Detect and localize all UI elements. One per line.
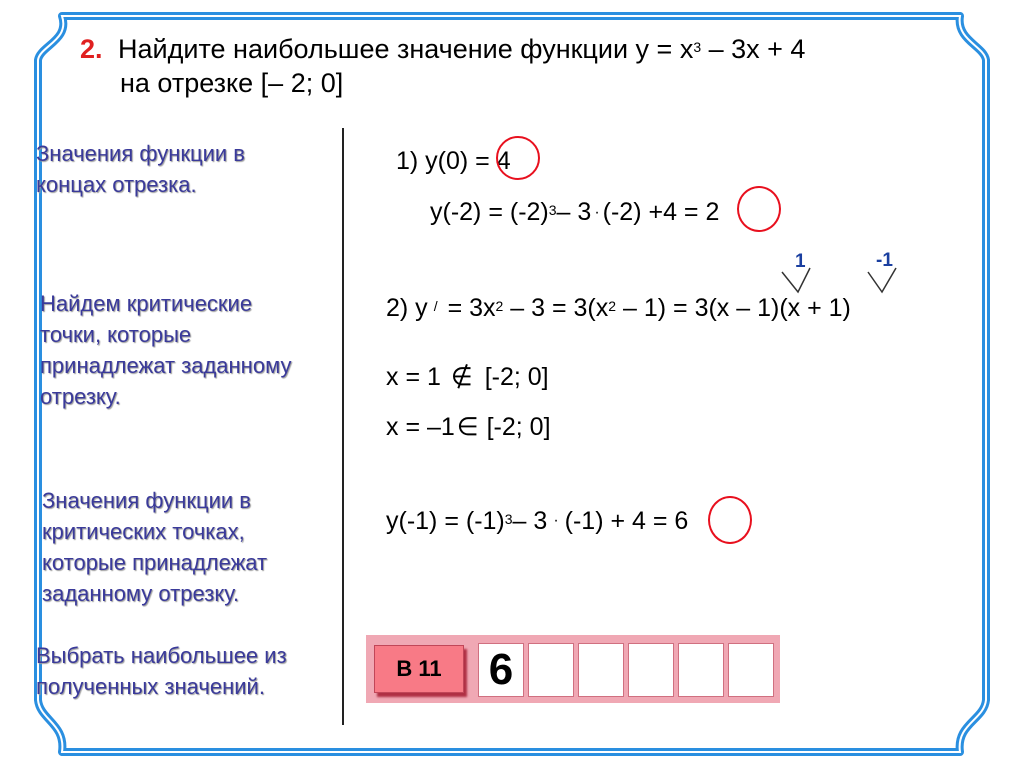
step-derivative: 2) y $^/ = 3x^2 - 3 = 3(x^2 - 1) = 3(x - 1)(x + 1)$: [386, 294, 851, 322]
column-divider: [342, 128, 344, 725]
step-y-minus2: $y(-2) = (-2)^3-$ 3 · (-2) +4 = 2: [430, 198, 720, 226]
answer-box: [366, 635, 780, 703]
root-x1-not-in-interval: x = 1 ∉ [-2; 0]: [386, 363, 549, 391]
step-y-minus1: $y(-1) = (-1)^3-$ 3 · (-1) + 4 = 6: [386, 507, 689, 535]
answer-cell-1[interactable]: 6: [478, 643, 524, 697]
root-mark-one: 1: [795, 251, 806, 272]
root-x2-in-interval: x = –1∈ [-2; 0]: [386, 413, 551, 441]
root-mark-minus-one: -1: [876, 250, 893, 271]
answer-cell-3[interactable]: [578, 643, 624, 697]
step-y0: 1) y(0) = 4: [396, 147, 511, 175]
note-endpoints: Значения функции в концах отрезка.: [36, 141, 245, 197]
result-y-minus1: 6: [674, 507, 689, 535]
problem-title: [80, 32, 805, 66]
answer-cell-2[interactable]: [528, 643, 574, 697]
note-critical-points: Найдем критические точки, которые принадлежат заданному отрезку.: [40, 291, 292, 409]
problem-number: 2.: [80, 34, 103, 64]
highlight-circle-y-minus2: [737, 186, 781, 232]
note-choose-max: Выбрать наибольшее из полученных значений.: [36, 643, 287, 699]
not-element-of-symbol: ∉: [450, 363, 473, 391]
answer-cell-5[interactable]: [678, 643, 724, 697]
problem-text: Найдите наибольшее значение функции $y = x^3 - 3x + 4$: [118, 34, 806, 64]
highlight-circle-y0: [496, 136, 540, 180]
answer-cell-6[interactable]: [728, 643, 774, 697]
result-y0: 4: [496, 147, 511, 175]
answer-label: В 11: [374, 645, 464, 693]
answer-cell-4[interactable]: [628, 643, 674, 697]
element-of-symbol: ∈: [456, 413, 479, 441]
problem-interval: на отрезке [– 2; 0]: [120, 68, 344, 98]
highlight-circle-y-minus1: [708, 496, 752, 544]
note-critical-values: Значения функции в критических точках, которые принадлежат заданному отрезку.: [42, 488, 268, 606]
result-y-minus2: 2: [705, 198, 720, 226]
